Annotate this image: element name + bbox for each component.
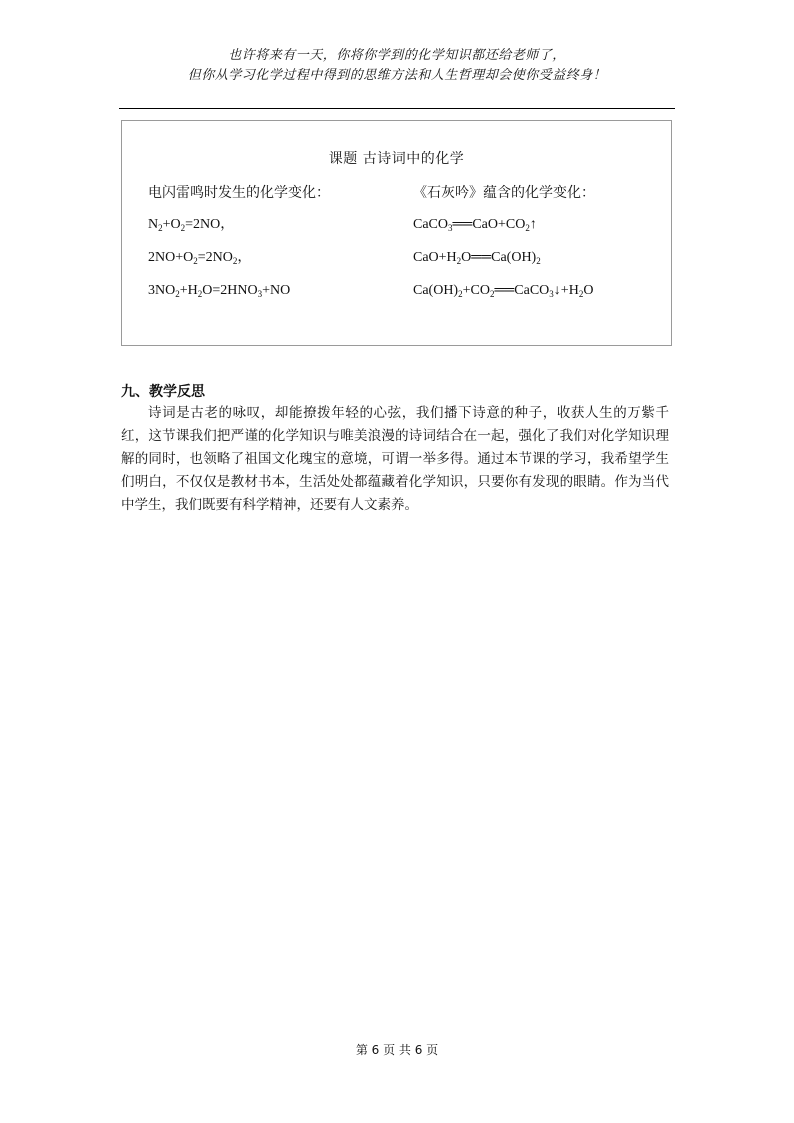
equation-subscript: 2 <box>489 289 495 299</box>
equation-text: CaO+H <box>413 250 457 265</box>
equation-line <box>148 215 330 235</box>
equation-subscript: 2 <box>232 256 238 266</box>
equation-line <box>148 281 330 301</box>
equation-subscript: 2 <box>197 289 203 299</box>
equation-text: O══Ca(OH) <box>461 250 537 265</box>
left-column-heading: 电闪雷鸣时发生的化学变化： <box>148 185 330 201</box>
equation-text: O=2HNO <box>202 283 258 298</box>
header-line-2: 但你从学习化学过程中得到的思维方法和人生哲理却会使你受益终身！ <box>187 68 607 83</box>
equation-line <box>413 248 595 268</box>
lesson-board <box>121 120 672 346</box>
equation-text: =2NO <box>197 250 233 265</box>
equation-text: 3NO <box>148 283 176 298</box>
right-column-heading: 《石灰吟》蕴含的化学变化： <box>413 185 595 201</box>
equation-subscript: 2 <box>193 256 198 266</box>
equation-text: Ca(OH) <box>413 283 459 298</box>
equation-line <box>148 248 330 268</box>
equation-subscript: 3 <box>549 289 554 299</box>
equation-text: =2NO， <box>185 217 235 232</box>
section-heading: 九、教学反思 <box>121 384 205 400</box>
equation-text: +NO <box>262 283 291 298</box>
equation-line <box>413 281 595 301</box>
equation-text: 2NO+O <box>148 250 194 265</box>
equation-subscript: 3 <box>448 223 453 233</box>
equation-text: ， <box>237 250 252 265</box>
equation-subscript: 2 <box>456 256 462 266</box>
equation-text: +H <box>179 283 198 298</box>
equation-text: +O <box>162 217 181 232</box>
equation-subscript: 2 <box>158 223 163 233</box>
equation-subscript: 2 <box>458 289 463 299</box>
equation-text: N <box>148 217 159 232</box>
equation-line <box>413 215 595 235</box>
equation-subscript: 2 <box>578 289 584 299</box>
equation-subscript: 2 <box>525 223 530 233</box>
equation-text: ══CaCO <box>494 283 550 298</box>
equation-subscript: 3 <box>257 289 263 299</box>
right-column <box>413 183 595 314</box>
equation-text: ↑ <box>529 217 537 232</box>
board-title: 课题 古诗词中的化学 <box>328 151 465 167</box>
equation-text: O <box>583 283 594 298</box>
left-column <box>148 183 330 314</box>
reflection-paragraph: 诗词是古老的咏叹，却能撩拨年轻的心弦，我们播下诗意的种子，收获人生的万紫千红，这节课我们把严谨的化学知识与唯美浪漫的诗词结合在一起，强化了我们对化学知识理解的同时，也领略了祖国文化瑰宝的意境，可谓一举多得。通过本节课的学习，我希望学生们明白，不仅仅是教材书本，生活处处都蕴藏着化学知识，只要你有发现的眼睛。作为当代中学生，我们既要有科学精神，还要有人文素养。 <box>121 405 669 513</box>
equation-text: +CO <box>462 283 490 298</box>
equation-text: ↓+H <box>553 283 579 298</box>
equation-subscript: 2 <box>175 289 180 299</box>
equation-subscript: 2 <box>180 223 186 233</box>
page-header <box>0 46 794 86</box>
equation-text: CaCO <box>413 217 448 232</box>
equation-subscript: 2 <box>536 256 541 266</box>
equation-text: ══CaO+CO <box>452 217 526 232</box>
header-divider <box>119 108 675 109</box>
page-footer: 第 6 页 共 6 页 <box>355 1043 439 1057</box>
header-line-1: 也许将来有一天，你将你学到的化学知识都还给老师了， <box>228 48 566 63</box>
